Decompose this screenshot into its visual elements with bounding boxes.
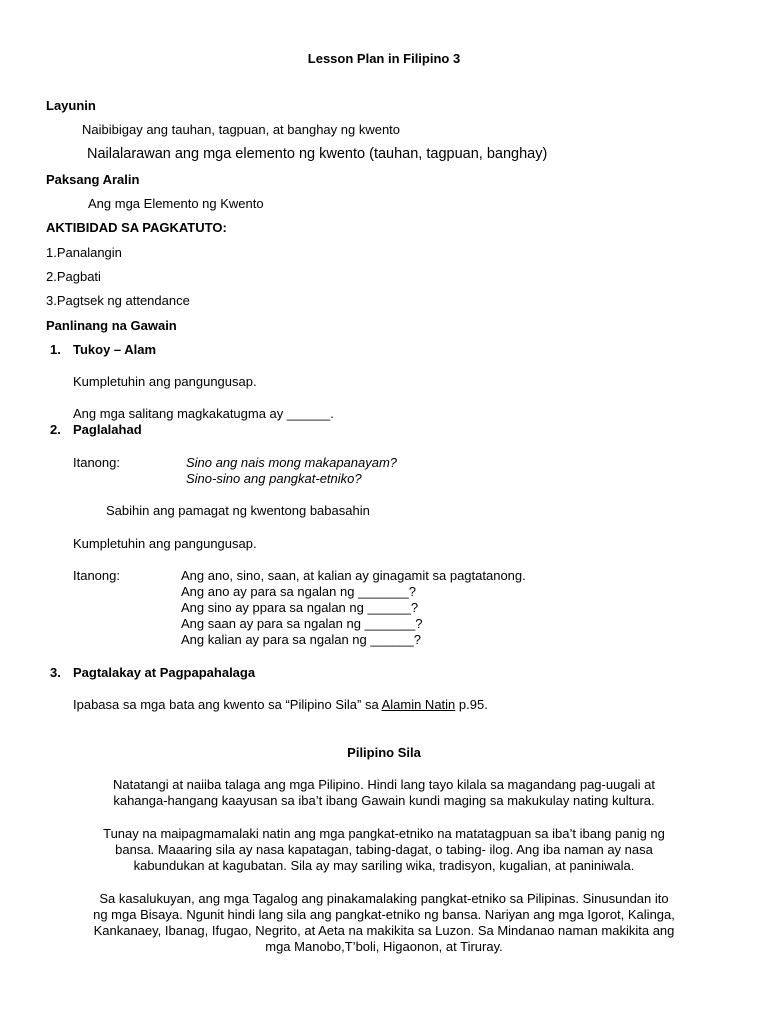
aktibidad-item: 2.Pagbati	[46, 269, 101, 284]
reading-instruction-text: Ipabasa sa mga bata ang kwento sa “Pilipino Sila” sa	[73, 697, 382, 712]
question-line: Ang saan ay para sa ngalan ng _______?	[181, 616, 423, 631]
layunin-heading: Layunin	[46, 98, 96, 113]
story-paragraph-1	[40, 777, 728, 809]
instruction-text: Kumpletuhin ang pangungusap.	[73, 536, 257, 551]
layunin-item: Naibibigay ang tauhan, tagpuan, at banghay ng kwento	[82, 122, 401, 137]
paragraph-line: Kankanaey, Ibanag, Ifugao, Negrito, at Aeta na makikita sa Luzon. Sa Mindanao naman makikita ang	[93, 923, 675, 938]
question-line: Ang kalian ay para sa ngalan ng ______?	[181, 632, 421, 647]
paragraph-line: ng mga Bisaya. Ngunit hindi lang sila ang pangkat-etniko ng bansa. Nariyan ang mga Igorot, Kalinga,	[93, 907, 675, 922]
aktibidad-item: 3.Pagtsek ng attendance	[46, 293, 190, 308]
aktibidad-item: 1.Panalangin	[46, 245, 122, 260]
story-paragraph-3	[40, 891, 728, 955]
instruction-text: Kumpletuhin ang pangungusap.	[73, 374, 257, 389]
paragraph-line: bansa. Maaaring sila ay nasa kapatagan, tabing-dagat, o tabing- ilog. Ang iba naman ay nasa	[115, 842, 653, 857]
sabihin-text: Sabihin ang pamagat ng kwentong babasahin	[106, 503, 370, 518]
story-paragraph-2	[40, 826, 728, 874]
question-text: Sino ang nais mong makapanayam?	[186, 455, 398, 470]
aktibidad-heading: AKTIBIDAD SA PAGKATUTO:	[46, 220, 227, 235]
panlinang-heading: Panlinang na Gawain	[46, 318, 177, 333]
fill-in-sentence: Ang mga salitang magkakatugma ay ______.	[73, 406, 334, 421]
layunin-item: Nailalarawan ang mga elemento ng kwento (tauhan, tagpuan, banghay)	[87, 146, 548, 162]
book-section-link: Alamin Natin	[381, 697, 456, 712]
itanong-label: Itanong:	[73, 568, 120, 583]
document-title: Lesson Plan in Filipino 3	[307, 51, 461, 66]
paragraph-line: mga Manobo,T’boli, Higaonon, at Tiruray.	[265, 939, 503, 954]
story-title: Pilipino Sila	[347, 745, 421, 760]
section-title-paglalahad: Paglalahad	[73, 422, 142, 437]
section-number: 1.	[50, 342, 61, 357]
paragraph-line: kahanga-hangang kaayusan sa iba’t ibang Gawain kundi maging sa makukulay nating kultura.	[113, 793, 655, 808]
paragraph-line: kabundukan at kagubatan. Sila ay may sariling wika, tradisyon, kugalian, at paniniwala.	[133, 858, 635, 873]
question-text: Sino-sino ang pangkat-etniko?	[186, 471, 362, 486]
question-line: Ang ano ay para sa ngalan ng _______?	[181, 584, 416, 599]
paragraph-line: Tunay na maipagmamalaki natin ang mga pangkat-etniko na matatagpuan sa iba’t ibang panig ng	[103, 826, 665, 841]
page-reference: p.95.	[455, 697, 488, 712]
section-number: 3.	[50, 665, 61, 680]
section-title-tukoy-alam: Tukoy – Alam	[73, 342, 157, 357]
itanong-label: Itanong:	[73, 455, 120, 470]
paksang-aralin-text: Ang mga Elemento ng Kwento	[88, 196, 264, 211]
reading-instruction	[73, 697, 488, 713]
question-line: Ang ano, sino, saan, at kalian ay ginagamit sa pagtatanong.	[181, 568, 526, 583]
section-number: 2.	[50, 422, 61, 437]
paragraph-line: Sa kasalukuyan, ang mga Tagalog ang pinakamalaking pangkat-etniko sa Pilipinas. Sinusundan ito	[99, 891, 669, 906]
paragraph-line: Natatangi at naiiba talaga ang mga Pilipino. Hindi lang tayo kilala sa magandang pag-uugali at	[112, 777, 656, 792]
paksang-aralin-heading: Paksang Aralin	[46, 172, 140, 187]
section-title-pagtalakay: Pagtalakay at Pagpapahalaga	[73, 665, 256, 680]
question-line: Ang sino ay ppara sa ngalan ng ______?	[181, 600, 419, 615]
